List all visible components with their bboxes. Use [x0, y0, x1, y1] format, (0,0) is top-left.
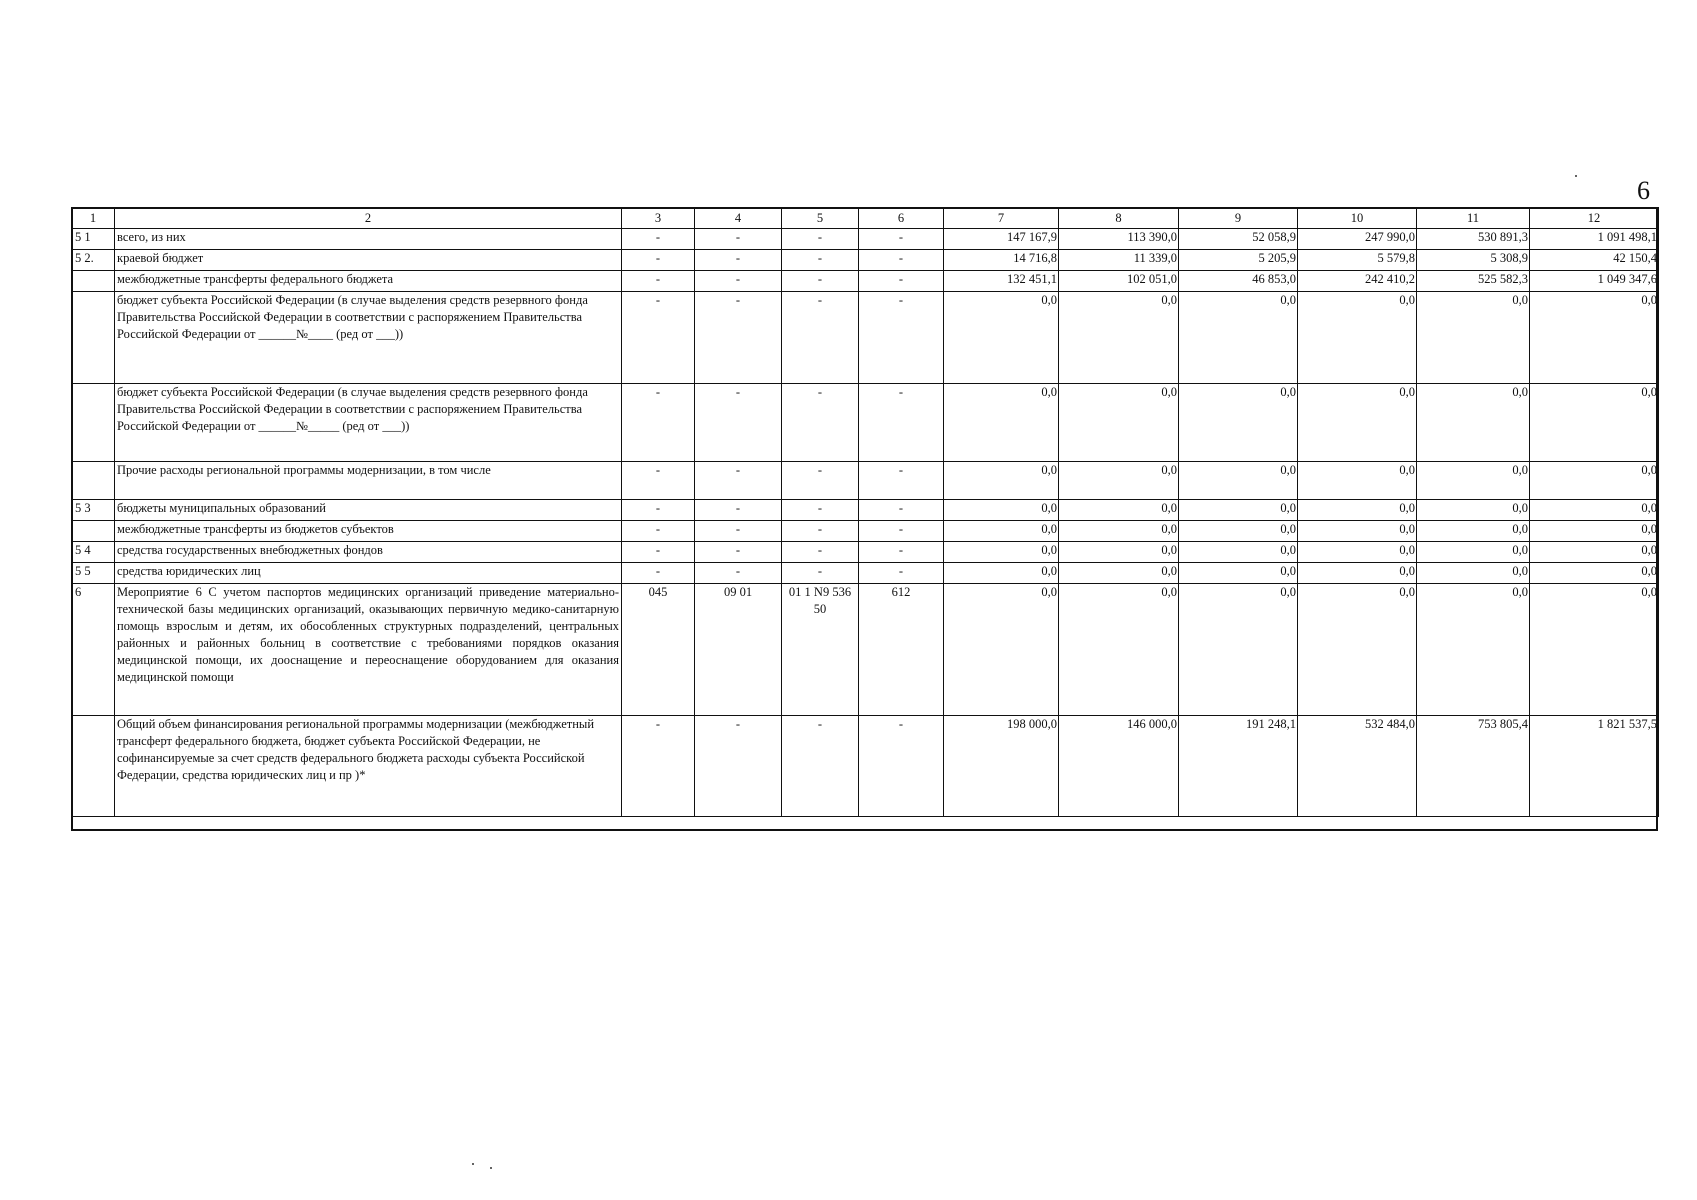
row-col6: -: [859, 563, 944, 584]
row-description: бюджет субъекта Российской Федерации (в случае выделения средств резервного фонда Правительства Российской Федерации в соответствии с распоряжением Правительства Российской Федерации от ______№_____ (ред от ___)): [115, 384, 622, 462]
row-description: Прочие расходы региональной программы модернизации, в том числе: [115, 462, 622, 500]
row-value: 0,0: [944, 462, 1059, 500]
row-value: 191 248,1: [1179, 716, 1298, 817]
row-col4: -: [695, 716, 782, 817]
row-col6: -: [859, 384, 944, 462]
row-col3: -: [622, 250, 695, 271]
table-row: [72, 462, 1659, 500]
row-value: 0,0: [944, 292, 1059, 384]
column-header: 4: [695, 208, 782, 229]
row-col4: -: [695, 292, 782, 384]
row-value: 0,0: [1530, 542, 1659, 563]
row-value: 0,0: [1298, 292, 1417, 384]
row-value: 198 000,0: [944, 716, 1059, 817]
row-value: 0,0: [1417, 542, 1530, 563]
row-value: 0,0: [944, 584, 1059, 716]
row-index: [72, 292, 115, 384]
row-description: межбюджетные трансферты федерального бюджета: [115, 271, 622, 292]
row-col6: -: [859, 229, 944, 250]
row-value: 0,0: [1298, 563, 1417, 584]
row-col4: -: [695, 542, 782, 563]
row-col5: -: [782, 384, 859, 462]
row-value: 146 000,0: [1059, 716, 1179, 817]
row-col6: -: [859, 250, 944, 271]
row-description: Общий объем финансирования региональной программы модернизации (межбюджетный трансферт федерального бюджета, бюджет субъекта Российской Федерации, не софинансируемые за счет средств федерального бюджета расходы субъекта Российской Федерации, средства юридических лиц и пр )*: [115, 716, 622, 817]
row-value: 0,0: [1059, 462, 1179, 500]
row-index: 5 2.: [72, 250, 115, 271]
row-value: 11 339,0: [1059, 250, 1179, 271]
row-index: [72, 521, 115, 542]
row-value: 0,0: [1179, 292, 1298, 384]
row-value: 0,0: [1298, 584, 1417, 716]
row-value: 0,0: [1059, 500, 1179, 521]
row-index: [72, 384, 115, 462]
row-value: 0,0: [1417, 584, 1530, 716]
row-col6: -: [859, 500, 944, 521]
row-value: 247 990,0: [1298, 229, 1417, 250]
row-description: межбюджетные трансферты из бюджетов субъектов: [115, 521, 622, 542]
row-col4: 09 01: [695, 584, 782, 716]
row-value: 0,0: [1179, 584, 1298, 716]
table-row: [72, 229, 1659, 250]
row-description: Мероприятие 6 С учетом паспортов медицинских организаций приведение материально-технической базы медицинских организаций, оказывающих первичную медико-санитарную помощь взрослым и детям, их обособленных структурных подразделений, центральных районных и районных больниц в соответствие с требованиями порядков оказания медицинской помощи, их дооснащение и переоснащение оборудованием для оказания медицинской помощи: [115, 584, 622, 716]
row-value: 0,0: [1298, 384, 1417, 462]
row-value: 0,0: [1179, 521, 1298, 542]
column-header: 12: [1530, 208, 1659, 229]
row-value: 0,0: [1059, 584, 1179, 716]
column-header: 8: [1059, 208, 1179, 229]
row-value: 1 049 347,6: [1530, 271, 1659, 292]
row-value: 0,0: [1179, 563, 1298, 584]
row-value: 102 051,0: [1059, 271, 1179, 292]
row-col3: -: [622, 716, 695, 817]
row-value: 0,0: [1530, 384, 1659, 462]
table-row: [72, 271, 1659, 292]
table-row: [72, 521, 1659, 542]
table-row: [72, 384, 1659, 462]
row-col4: -: [695, 229, 782, 250]
row-col3: -: [622, 542, 695, 563]
row-index: [72, 716, 115, 817]
row-value: 242 410,2: [1298, 271, 1417, 292]
row-index: 5 5: [72, 563, 115, 584]
table-row: [72, 542, 1659, 563]
row-value: 132 451,1: [944, 271, 1059, 292]
row-col5: -: [782, 292, 859, 384]
row-col5: -: [782, 500, 859, 521]
row-col6: -: [859, 716, 944, 817]
row-col3: -: [622, 521, 695, 542]
row-value: 0,0: [1530, 292, 1659, 384]
row-value: 0,0: [1417, 500, 1530, 521]
row-index: 5 4: [72, 542, 115, 563]
row-value: 0,0: [1059, 384, 1179, 462]
row-description: бюджеты муниципальных образований: [115, 500, 622, 521]
row-col3: -: [622, 500, 695, 521]
row-value: 1 091 498,1: [1530, 229, 1659, 250]
row-col4: -: [695, 384, 782, 462]
row-col6: -: [859, 271, 944, 292]
row-col4: -: [695, 500, 782, 521]
table-row: [72, 250, 1659, 271]
row-value: 0,0: [1417, 521, 1530, 542]
table-row: [72, 563, 1659, 584]
row-value: 0,0: [1298, 462, 1417, 500]
column-header: 10: [1298, 208, 1417, 229]
scan-speck: [1575, 175, 1577, 177]
row-col5: -: [782, 521, 859, 542]
row-col5: -: [782, 462, 859, 500]
column-number-row: [72, 208, 1659, 229]
table-row: [72, 716, 1659, 817]
row-col6: -: [859, 292, 944, 384]
row-value: 0,0: [1059, 563, 1179, 584]
row-col4: -: [695, 462, 782, 500]
row-value: 0,0: [1179, 500, 1298, 521]
row-value: 0,0: [1530, 500, 1659, 521]
row-value: 0,0: [1059, 542, 1179, 563]
row-value: 0,0: [944, 563, 1059, 584]
row-col4: -: [695, 250, 782, 271]
row-value: 147 167,9: [944, 229, 1059, 250]
scan-speck: [472, 1163, 474, 1165]
column-header: 1: [72, 208, 115, 229]
column-header: 5: [782, 208, 859, 229]
row-value: 0,0: [1298, 521, 1417, 542]
row-col6: -: [859, 542, 944, 563]
row-col5: -: [782, 542, 859, 563]
row-value: 0,0: [1417, 292, 1530, 384]
row-value: 5 205,9: [1179, 250, 1298, 271]
row-col3: -: [622, 384, 695, 462]
row-value: 0,0: [1530, 584, 1659, 716]
row-col3: 045: [622, 584, 695, 716]
row-value: 0,0: [1179, 384, 1298, 462]
row-description: бюджет субъекта Российской Федерации (в случае выделения средств резервного фонда Правительства Российской Федерации в соответствии с распоряжением Правительства Российской Федерации от ______№____ (ред от ___)): [115, 292, 622, 384]
row-value: 753 805,4: [1417, 716, 1530, 817]
row-value: 0,0: [1298, 542, 1417, 563]
row-col5: 01 1 N9 536 50: [782, 584, 859, 716]
row-value: 0,0: [944, 521, 1059, 542]
row-col5: -: [782, 716, 859, 817]
row-value: 113 390,0: [1059, 229, 1179, 250]
row-col5: -: [782, 563, 859, 584]
row-description: средства юридических лиц: [115, 563, 622, 584]
column-header: 6: [859, 208, 944, 229]
row-value: 0,0: [944, 384, 1059, 462]
row-col5: -: [782, 229, 859, 250]
table-row: [72, 500, 1659, 521]
row-index: 6: [72, 584, 115, 716]
page-number: 6: [1637, 176, 1650, 205]
row-value: 0,0: [1530, 563, 1659, 584]
row-value: 532 484,0: [1298, 716, 1417, 817]
row-col3: -: [622, 271, 695, 292]
row-value: 530 891,3: [1417, 229, 1530, 250]
row-col6: 612: [859, 584, 944, 716]
column-header: 3: [622, 208, 695, 229]
row-index: [72, 271, 115, 292]
row-col3: -: [622, 462, 695, 500]
column-header: 7: [944, 208, 1059, 229]
row-description: краевой бюджет: [115, 250, 622, 271]
row-col4: -: [695, 521, 782, 542]
row-value: 0,0: [1059, 521, 1179, 542]
row-col4: -: [695, 563, 782, 584]
row-value: 0,0: [1298, 500, 1417, 521]
column-header: 2: [115, 208, 622, 229]
row-col6: -: [859, 521, 944, 542]
row-index: 5 3: [72, 500, 115, 521]
row-value: 1 821 537,5: [1530, 716, 1659, 817]
row-col3: -: [622, 292, 695, 384]
row-value: 0,0: [1417, 462, 1530, 500]
row-col3: -: [622, 229, 695, 250]
row-description: всего, из них: [115, 229, 622, 250]
column-header: 9: [1179, 208, 1298, 229]
row-index: [72, 462, 115, 500]
row-col6: -: [859, 462, 944, 500]
row-value: 0,0: [1530, 462, 1659, 500]
table-row: [72, 584, 1659, 716]
table-row: [72, 292, 1659, 384]
row-col5: -: [782, 250, 859, 271]
row-value: 0,0: [1417, 384, 1530, 462]
row-value: 0,0: [1179, 542, 1298, 563]
row-value: 0,0: [1059, 292, 1179, 384]
row-value: 0,0: [944, 542, 1059, 563]
row-value: 5 579,8: [1298, 250, 1417, 271]
row-value: 0,0: [944, 500, 1059, 521]
row-description: средства государственных внебюджетных фондов: [115, 542, 622, 563]
row-value: 0,0: [1417, 563, 1530, 584]
scan-speck: [490, 1167, 492, 1169]
row-value: 14 716,8: [944, 250, 1059, 271]
row-index: 5 1: [72, 229, 115, 250]
column-header: 11: [1417, 208, 1530, 229]
row-value: 525 582,3: [1417, 271, 1530, 292]
row-value: 5 308,9: [1417, 250, 1530, 271]
financing-table: [71, 207, 1659, 817]
row-col3: -: [622, 563, 695, 584]
row-value: 52 058,9: [1179, 229, 1298, 250]
row-col4: -: [695, 271, 782, 292]
row-col5: -: [782, 271, 859, 292]
row-value: 46 853,0: [1179, 271, 1298, 292]
row-value: 0,0: [1179, 462, 1298, 500]
row-value: 0,0: [1530, 521, 1659, 542]
row-value: 42 150,4: [1530, 250, 1659, 271]
